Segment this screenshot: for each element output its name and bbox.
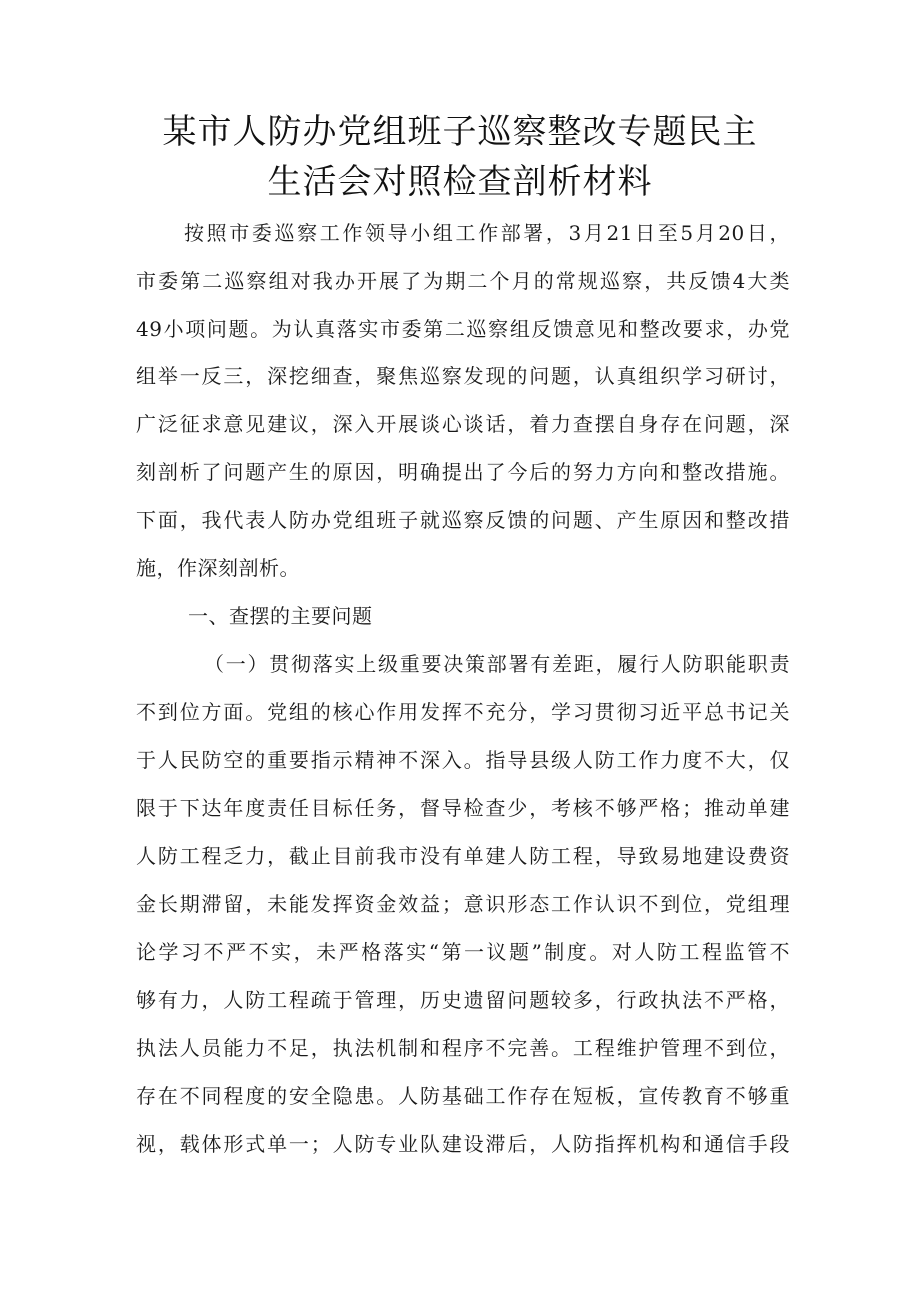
intro-line: 广泛征求意见建议，深入开展谈心谈话，着力查摆自身存在问题，深: [136, 412, 790, 436]
document-title-line-1: 某市人防办党组班子巡察整改专题民主: [162, 112, 758, 152]
subsection-line: 论学习不严不实，未严格落实“第一议题”制度。对人防工程监管不: [136, 940, 790, 964]
document-title-line-2: 生活会对照检查剖析材料: [267, 162, 653, 202]
intro-line: 组举一反三，深挖细查，聚焦巡察发现的问题，认真组织学习研讨，: [136, 364, 790, 388]
subsection-line: （一）贯彻落实上级重要决策部署有差距，履行人防职能职责: [204, 652, 790, 676]
subsection-line: 执法人员能力不足，执法机制和程序不完善。工程维护管理不到位，: [136, 1036, 790, 1060]
subsection-line: 限于下达年度责任目标任务，督导检查少，考核不够严格；推动单建: [136, 796, 790, 820]
intro-line: 按照市委巡察工作领导小组工作部署，3月21日至5月20日，: [184, 221, 790, 245]
intro-line: 49小项问题。为认真落实市委第二巡察组反馈意见和整改要求，办党: [136, 317, 790, 341]
subsection-line: 够有力，人防工程疏于管理，历史遗留问题较多，行政执法不严格，: [136, 988, 790, 1012]
intro-line: 施，作深刻剖析。: [136, 556, 300, 580]
section-heading: 一、查摆的主要问题: [188, 604, 373, 628]
intro-line: 市委第二巡察组对我办开展了为期二个月的常规巡察，共反馈4大类: [136, 269, 790, 293]
intro-line: 下面，我代表人防办党组班子就巡察反馈的问题、产生原因和整改措: [136, 508, 790, 532]
subsection-line: 不到位方面。党组的核心作用发挥不充分，学习贯彻习近平总书记关: [136, 700, 790, 724]
subsection-line: 人防工程乏力，截止目前我市没有单建人防工程，导致易地建设费资: [136, 844, 790, 868]
intro-line: 刻剖析了问题产生的原因，明确提出了今后的努力方向和整改措施。: [136, 460, 790, 484]
subsection-line: 于人民防空的重要指示精神不深入。指导县级人防工作力度不大，仅: [136, 748, 790, 772]
subsection-line: 视，载体形式单一；人防专业队建设滞后，人防指挥机构和通信手段: [136, 1132, 790, 1156]
subsection-line: 金长期滞留，未能发挥资金效益；意识形态工作认识不到位，党组理: [136, 892, 790, 916]
subsection-line: 存在不同程度的安全隐患。人防基础工作存在短板，宣传教育不够重: [136, 1084, 790, 1108]
